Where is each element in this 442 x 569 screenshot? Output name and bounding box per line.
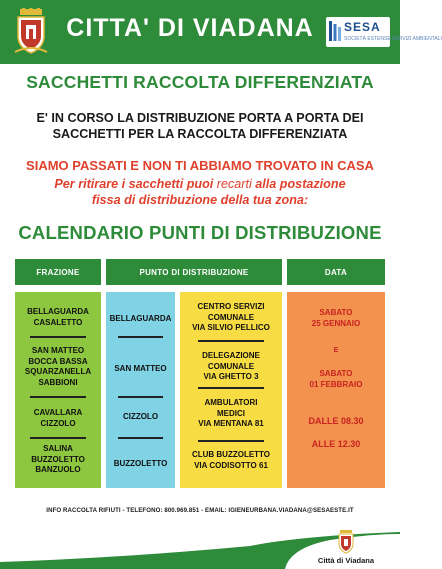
frazione-name: BUZZOLETTO (31, 454, 85, 464)
row-divider (30, 396, 85, 398)
notice-line-2-pre: Per ritirare i sacchetti puoi (54, 177, 217, 191)
frazione-group-2 (15, 346, 101, 388)
row-divider (118, 396, 162, 398)
punto-name: BUZZOLETTO (113, 459, 168, 468)
notice-line-2-post: alla postazione (251, 177, 346, 191)
frazione-name: SALINA (43, 444, 73, 453)
sesa-logo (326, 17, 442, 47)
notice-line-2-emphasis: recarti (216, 177, 252, 191)
date-day-1: SABATO (319, 308, 353, 317)
indirizzo-line: AMBULATORI (204, 398, 258, 407)
punto-name: SAN MATTEO (114, 364, 167, 373)
indirizzo-line: COMUNALE (207, 312, 255, 322)
frazione-name: BANZUOLO (35, 465, 81, 474)
indirizzo-line: VIA MENTANA 81 (198, 419, 264, 428)
frazione-name: CASALETTO (33, 317, 83, 327)
indirizzo-line: VIA CODISOTTO 61 (194, 460, 268, 470)
row-divider (118, 437, 162, 439)
punto-name: CIZZOLO (122, 412, 159, 421)
column-frazione (15, 292, 101, 488)
date-day-2: SABATO (319, 369, 353, 378)
main-title: SACCHETTI RACCOLTA DIFFERENZIATA (26, 72, 374, 92)
header-frazione: FRAZIONE (15, 259, 101, 285)
indirizzo-line: COMUNALE (207, 361, 255, 371)
column-indirizzo (180, 292, 282, 488)
indirizzo-line: DELEGAZIONE (202, 351, 260, 360)
frazione-name: SABBIONI (38, 377, 78, 387)
notice-instructions (10, 176, 390, 208)
indirizzo-line: VIA SILVIO PELLICO (192, 323, 270, 332)
column-data (287, 292, 385, 488)
notice-headline: SIAMO PASSATI E NON TI ABBIAMO TROVATO IN CASA (26, 158, 374, 173)
sesa-logo-tagline: SOCIETÀ ESTENSE SERVIZI AMBIENTALI (344, 36, 442, 42)
intro-line-1: E' IN CORSO LA DISTRIBUZIONE PORTA A PORTA DEI (36, 111, 364, 125)
frazione-name: BOCCA BASSA (28, 356, 88, 366)
intro-line-2: SACCHETTI PER LA RACCOLTA DIFFERENZIATA (52, 127, 348, 141)
calendar-title: CALENDARIO PUNTI DI DISTRIBUZIONE (18, 222, 382, 243)
row-divider (198, 440, 263, 442)
intro-text (10, 110, 390, 142)
column-punto (106, 292, 175, 488)
time-from: DALLE 08.30 (308, 416, 364, 426)
indirizzo-group-1 (180, 302, 282, 334)
indirizzo-line: CENTRO SERVIZI (197, 302, 265, 311)
indirizzo-line: MEDICI (217, 408, 245, 418)
header-band (0, 0, 442, 64)
sesa-logo-text: SESA (344, 20, 381, 34)
city-crest-icon (14, 8, 48, 54)
indirizzo-group-2 (180, 351, 282, 383)
indirizzo-line: VIA GHETTO 3 (203, 372, 259, 381)
notice-line-3: fissa di distribuzione della tua zona: (91, 193, 309, 207)
indirizzo-line: CLUB BUZZOLETTO (191, 450, 271, 459)
frazione-group-3 (15, 408, 101, 429)
header-punto-distribuzione: PUNTO DI DISTRIBUZIONE (106, 259, 282, 285)
frazione-name: SAN MATTEO (31, 346, 85, 355)
row-divider (30, 336, 85, 338)
frazione-group-1 (15, 307, 101, 328)
punto-name: BELLAGUARDA (109, 314, 172, 323)
date-1: 25 GENNAIO (311, 319, 361, 328)
frazione-name: CIZZOLO (40, 418, 76, 428)
header-data: DATA (287, 259, 385, 285)
frazione-name: CAVALLARA (33, 408, 83, 417)
time-to: ALLE 12.30 (311, 439, 361, 449)
row-divider (198, 340, 263, 342)
footer-crest-icon (337, 530, 355, 554)
footer-city-name: Città di Viadana (317, 556, 375, 565)
indirizzo-group-3 (180, 398, 282, 430)
sesa-logo-icon (329, 21, 341, 41)
date-connector: E (333, 347, 339, 354)
city-title: CITTA' DI VIADANA (66, 14, 314, 42)
frazione-name: BELLAGUARDA (27, 307, 89, 316)
row-divider (118, 336, 162, 338)
date-2: 01 FEBBRAIO (309, 380, 363, 389)
frazione-name: SQUARZANELLA (24, 367, 92, 376)
indirizzo-group-4 (180, 450, 282, 471)
row-divider (198, 387, 263, 389)
footer-contact-info: INFO RACCOLTA RIFIUTI - TELEFONO: 800.969.851 - EMAIL: IGIENEURBANA.VIADANA@SESAESTE.IT (46, 507, 354, 514)
row-divider (30, 437, 85, 439)
frazione-group-4 (15, 444, 101, 476)
